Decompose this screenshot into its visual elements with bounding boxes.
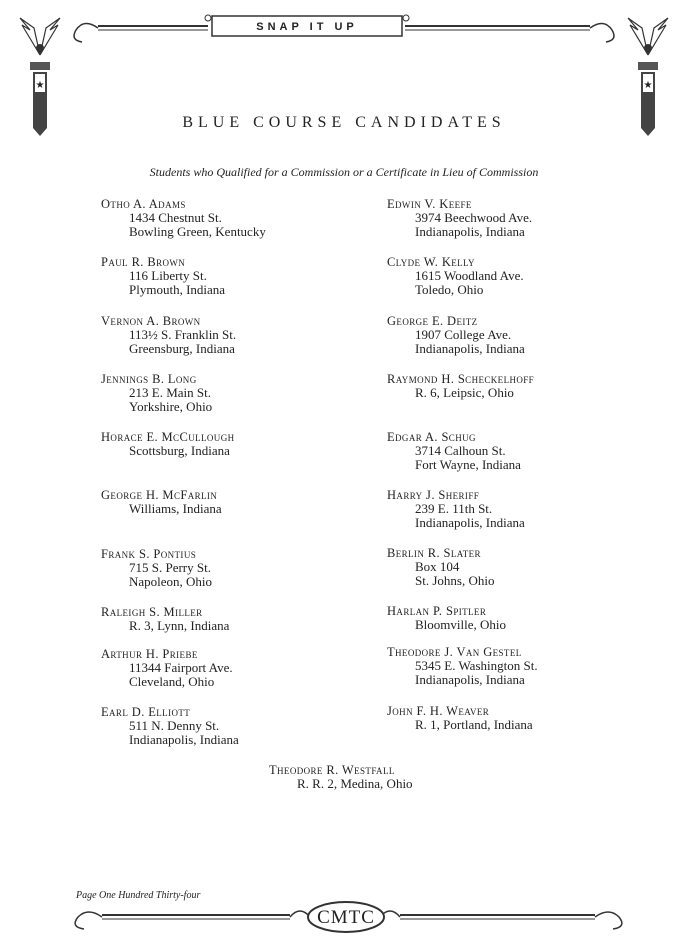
address-line: Williams, Indiana <box>129 501 222 516</box>
address-line: Indianapolis, Indiana <box>129 732 239 747</box>
candidate-name: John F. H. Weaver <box>387 704 490 718</box>
candidate-entry <box>387 488 525 530</box>
candidate-entry <box>101 488 222 516</box>
address-line: Bowling Green, Kentucky <box>129 224 266 239</box>
address-line: Fort Wayne, Indiana <box>415 457 521 472</box>
address-line: 213 E. Main St. <box>129 385 211 400</box>
address-line: Cleveland, Ohio <box>129 674 215 689</box>
address-line: 116 Liberty St. <box>129 268 207 283</box>
candidate-entry <box>387 430 521 472</box>
address-line: R. 1, Portland, Indiana <box>415 717 533 732</box>
address-line: Indianapolis, Indiana <box>415 341 525 356</box>
address-line: 11344 Fairport Ave. <box>129 660 233 675</box>
address-line: 113½ S. Franklin St. <box>129 327 237 342</box>
candidate-entry <box>101 314 236 356</box>
candidate-entry <box>101 547 212 589</box>
candidate-name: Earl D. Elliott <box>101 705 191 719</box>
address-line: Box 104 <box>415 559 460 574</box>
address-line: 239 E. 11th St. <box>415 501 493 516</box>
candidate-entry <box>101 255 225 297</box>
address-line: Plymouth, Indiana <box>129 282 226 297</box>
address-line: 1907 College Ave. <box>415 327 512 342</box>
address-line: R. 3, Lynn, Indiana <box>129 618 230 633</box>
address-line: 1434 Chestnut St. <box>129 210 222 225</box>
cmtc-logo: CMTC <box>317 907 375 928</box>
page-title: BLUE COURSE CANDIDATES <box>182 114 506 131</box>
address-line: 1615 Woodland Ave. <box>415 268 524 283</box>
address-line: Napoleon, Ohio <box>129 574 213 589</box>
candidate-name: Clyde W. Kelly <box>387 255 475 269</box>
candidate-entry <box>387 604 506 632</box>
candidate-name: Theodore R. Westfall <box>269 763 395 777</box>
address-line: 715 S. Perry St. <box>129 560 211 575</box>
svg-text:★: ★ <box>35 80 45 91</box>
candidate-name: Berlin R. Slater <box>387 546 481 560</box>
address-line: Scottsburg, Indiana <box>129 443 230 458</box>
header-banner-text: SNAP IT UP <box>256 21 358 33</box>
candidate-entry <box>387 372 534 400</box>
address-line: Yorkshire, Ohio <box>129 399 213 414</box>
candidate-entry <box>101 372 212 414</box>
candidate-entry <box>387 704 533 732</box>
address-line: St. Johns, Ohio <box>415 573 495 588</box>
candidate-name: Vernon A. Brown <box>101 314 201 328</box>
candidate-name: Horace E. McCullough <box>101 430 235 444</box>
candidate-name: Arthur H. Priebe <box>101 647 198 661</box>
candidate-entry <box>387 197 532 239</box>
candidate-name: Theodore J. Van Gestel <box>387 645 522 659</box>
address-line: 511 N. Denny St. <box>129 718 220 733</box>
address-line: Indianapolis, Indiana <box>415 672 525 687</box>
candidate-entry <box>387 645 538 687</box>
page-subtitle: Students who Qualified for a Commission or a Certificate in Lieu of Commission <box>149 165 539 179</box>
address-line: 3974 Beechwood Ave. <box>415 210 533 225</box>
candidate-name: Raymond H. Scheckelhoff <box>387 372 535 386</box>
address-line: Indianapolis, Indiana <box>415 224 525 239</box>
address-line: Toledo, Ohio <box>415 282 484 297</box>
candidate-entry <box>387 255 524 297</box>
candidate-name: Edwin V. Keefe <box>387 197 472 211</box>
candidate-name: George E. Deitz <box>387 314 478 328</box>
candidate-entry <box>101 705 239 747</box>
candidate-name: Raleigh S. Miller <box>101 605 203 619</box>
candidate-entry <box>387 314 525 356</box>
candidate-entry <box>101 647 233 689</box>
candidate-name: Edgar A. Schug <box>387 430 476 444</box>
address-line: R. 6, Leipsic, Ohio <box>415 385 514 400</box>
address-line: 3714 Calhoun St. <box>415 443 506 458</box>
candidate-entry <box>101 605 229 633</box>
candidate-name: Jennings B. Long <box>101 372 197 386</box>
candidate-name: Harry J. Sheriff <box>387 488 480 502</box>
page-number: Page One Hundred Thirty-four <box>76 890 201 901</box>
svg-text:★: ★ <box>643 80 653 91</box>
address-line: Bloomville, Ohio <box>415 617 506 632</box>
candidate-name: Paul R. Brown <box>101 255 186 269</box>
address-line: Greensburg, Indiana <box>129 341 235 356</box>
address-line: 5345 E. Washington St. <box>415 658 538 673</box>
candidate-name: Frank S. Pontius <box>101 547 197 561</box>
candidate-name: Harlan P. Spitler <box>387 604 487 618</box>
address-line: R. R. 2, Medina, Ohio <box>297 776 413 791</box>
candidate-entry <box>101 197 266 239</box>
candidate-entry <box>101 430 235 458</box>
candidate-entry <box>269 763 413 791</box>
address-line: Indianapolis, Indiana <box>415 515 525 530</box>
candidate-name: George H. McFarlin <box>101 488 218 502</box>
candidate-entry <box>387 546 494 588</box>
candidate-name: Otho A. Adams <box>101 197 186 211</box>
